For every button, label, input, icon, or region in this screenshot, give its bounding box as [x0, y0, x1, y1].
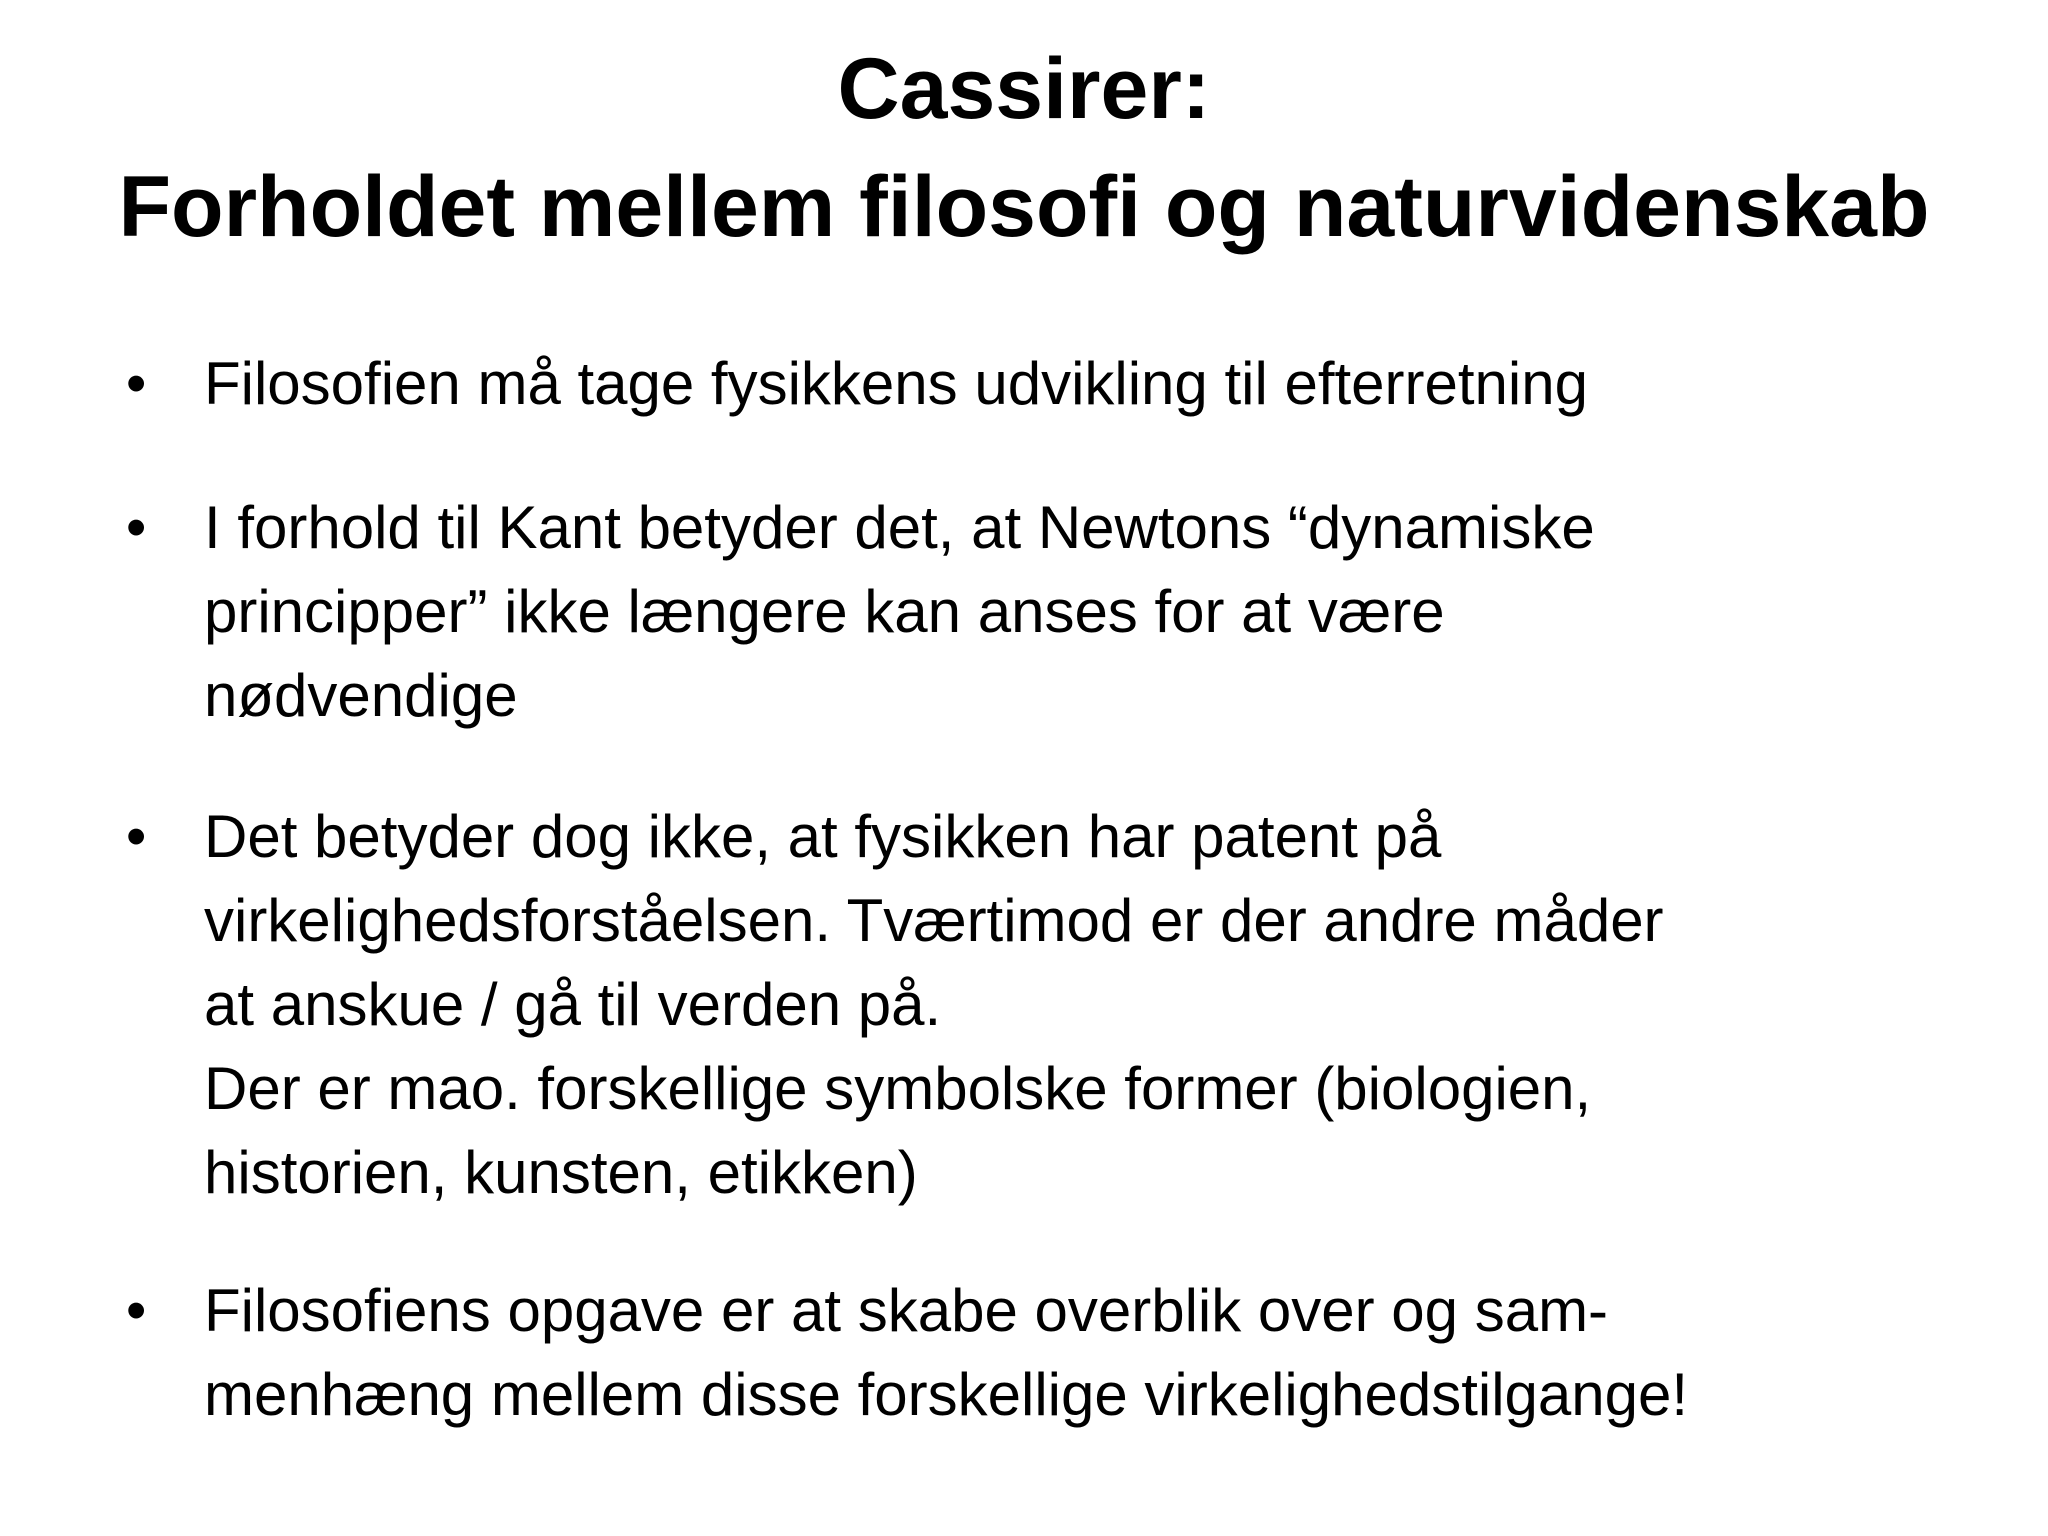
slide-title: [0, 30, 2048, 266]
bullet-line: nødvendige: [204, 662, 518, 729]
bullet-line: menhæng mellem disse forskellige virkelighedstilgange!: [204, 1361, 1689, 1428]
bullet-point-icon: •: [126, 1278, 147, 1343]
title-line-2: Forholdet mellem filosofi og naturvidenskab: [118, 159, 1930, 255]
bullet-text: [204, 342, 2004, 426]
bullet-line: Filosofien må tage fysikkens udvikling til efterretning: [204, 350, 1588, 417]
bullet-text: [204, 795, 2004, 1215]
bullet-point-icon: •: [126, 351, 147, 416]
bullet-line: Filosofiens opgave er at skabe overblik over og sam-: [204, 1277, 1609, 1344]
bullet-line: Der er mao. forskellige symbolske former (biologien,: [204, 1055, 1592, 1122]
bullet-line: historien, kunsten, etikken): [204, 1139, 918, 1206]
bullet-point-icon: •: [126, 495, 147, 560]
bullet-point-icon: •: [126, 804, 147, 869]
bullet-line: I forhold til Kant betyder det, at Newtons “dynamiske: [204, 494, 1595, 561]
bullet-text: [204, 1269, 2004, 1437]
bullet-line: virkelighedsforståelsen. Tværtimod er der andre måder: [204, 887, 1664, 954]
bullet-text: [204, 486, 2004, 738]
bullet-line: principper” ikke længere kan anses for at være: [204, 578, 1445, 645]
bullet-line: at anskue / gå til verden på.: [204, 971, 942, 1038]
title-line-1: Cassirer:: [837, 41, 1211, 137]
bullet-line: Det betyder dog ikke, at fysikken har patent på: [204, 803, 1442, 870]
